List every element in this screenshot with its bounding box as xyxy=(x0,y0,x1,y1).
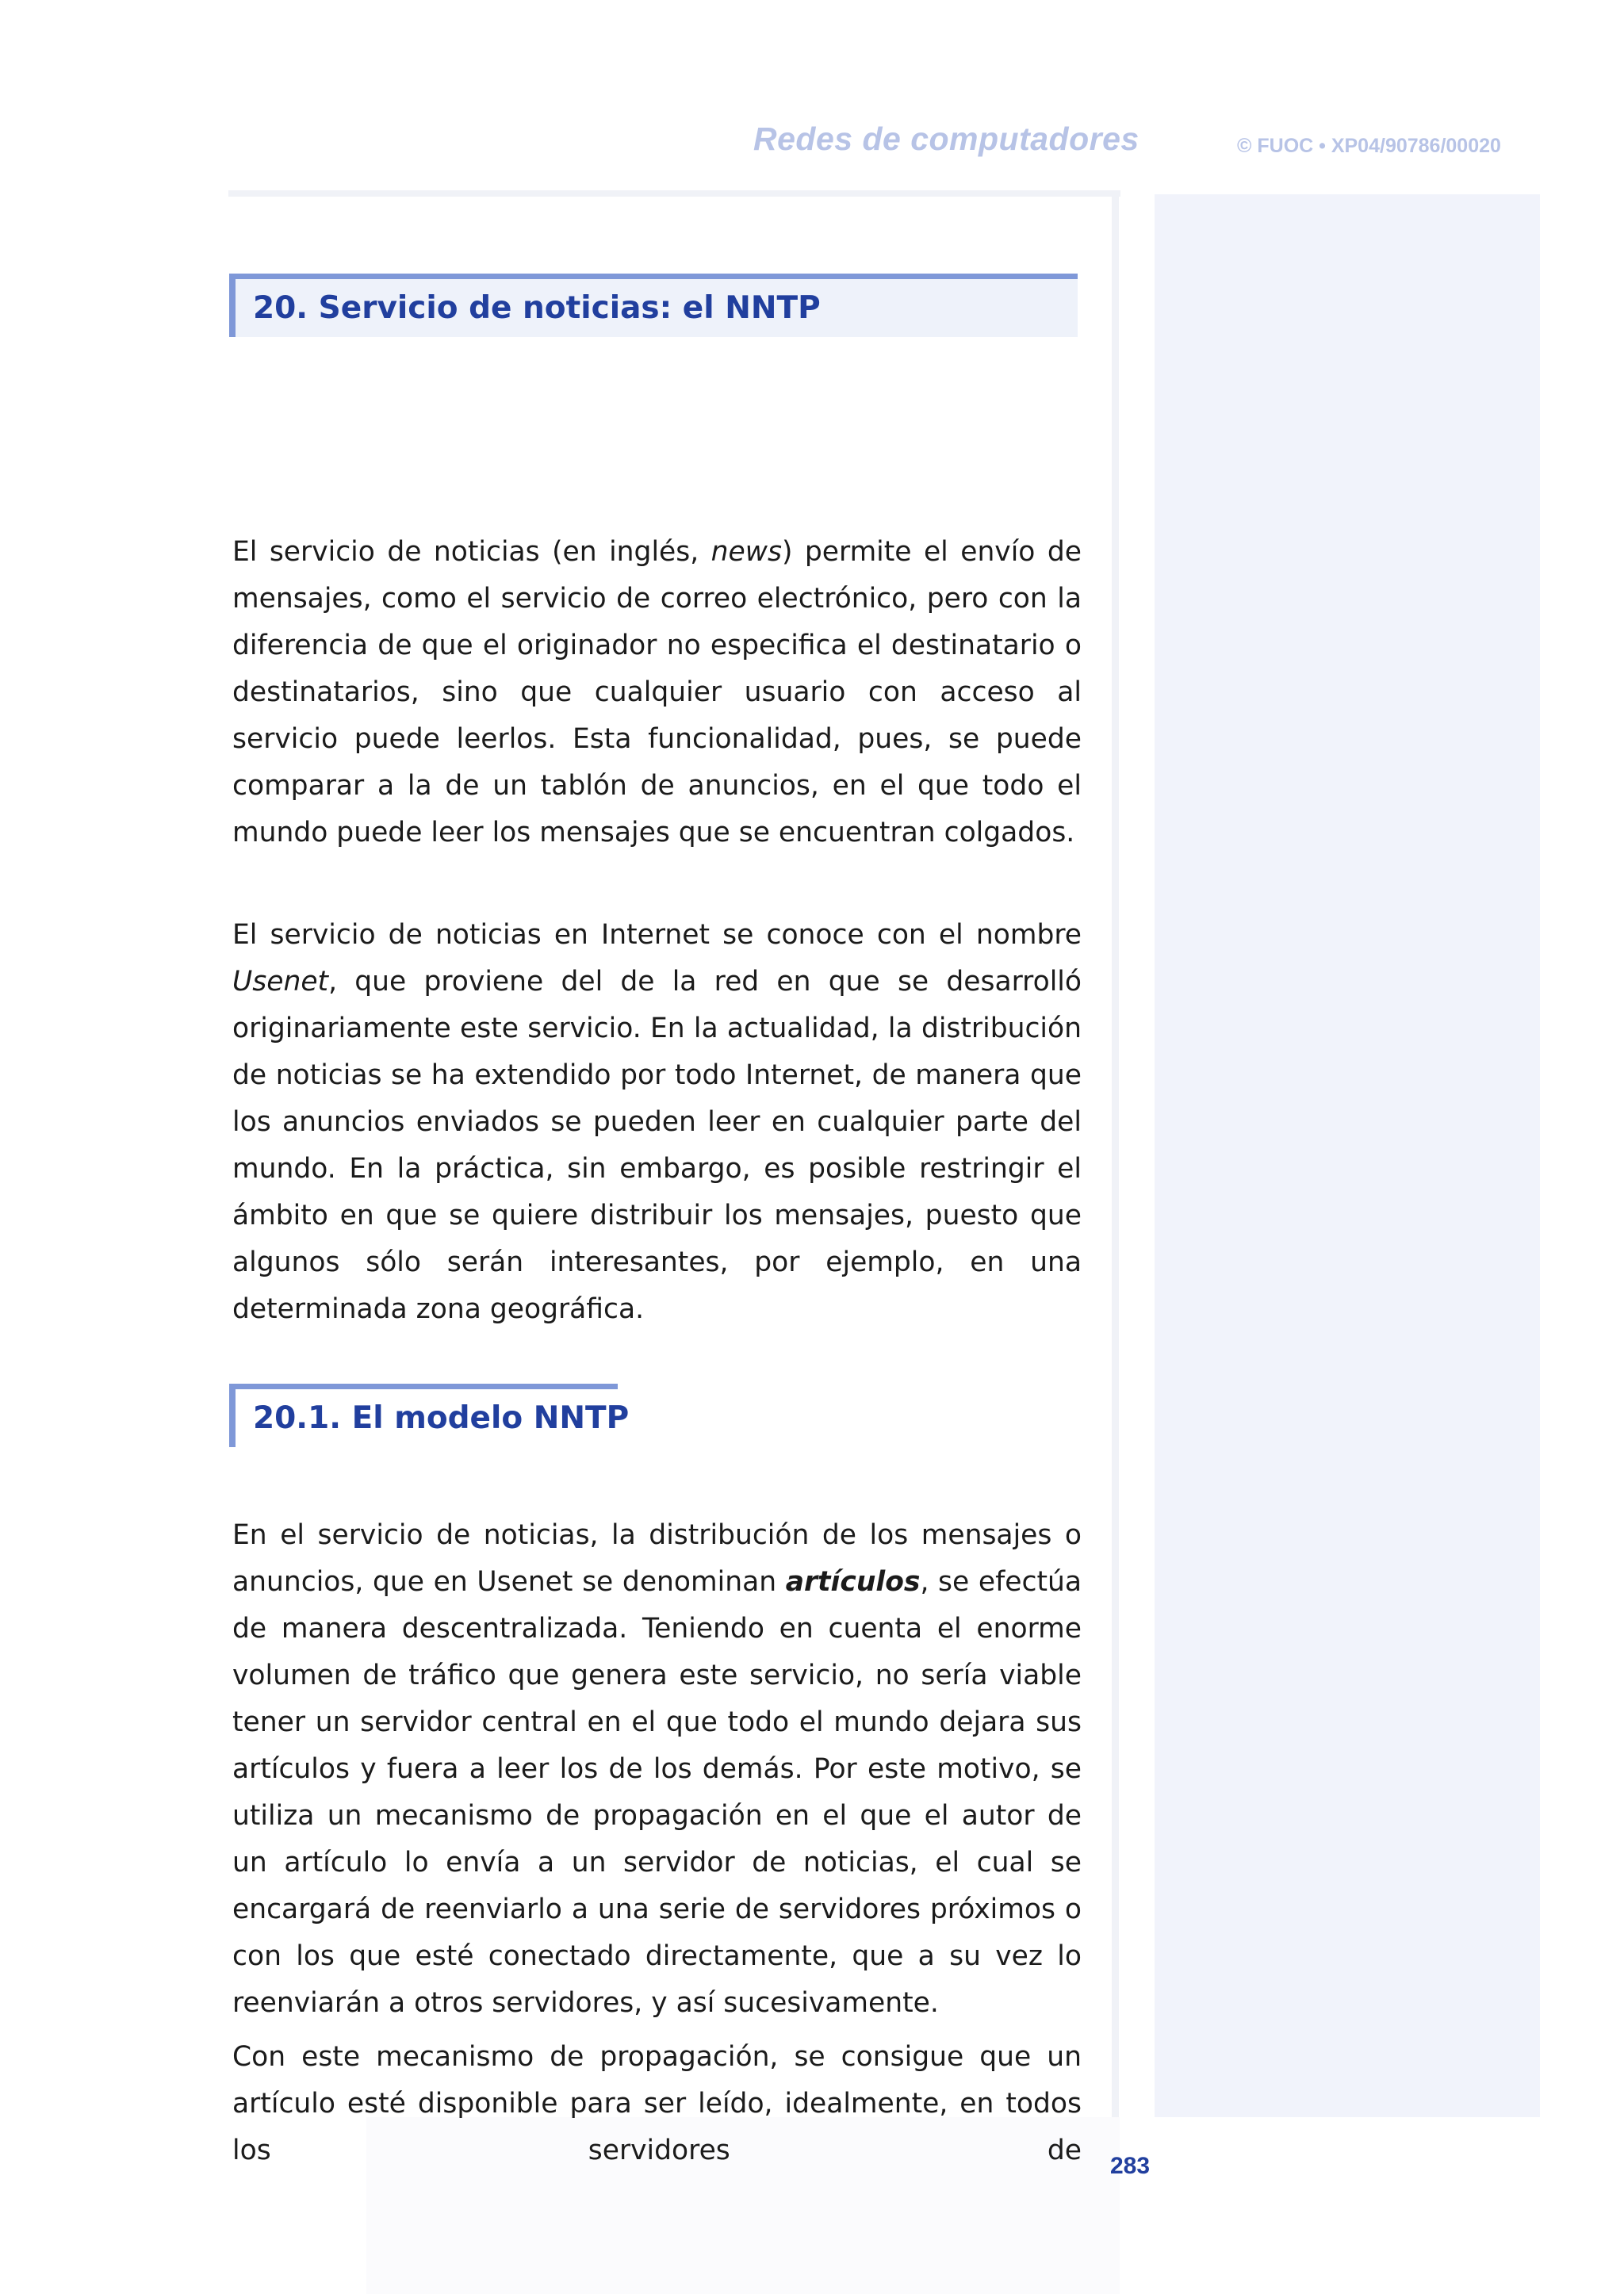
page-number: 283 xyxy=(1110,2153,1151,2179)
column-divider xyxy=(1112,190,1119,2117)
text-run: El servicio de noticias en Internet se conoce con el nombre xyxy=(232,919,1082,951)
section-paragraph-2: Con este mecanismo de propagación, se consigue que un artículo esté disponible para ser leído, idealmente, en todos los servidores de xyxy=(232,2041,1082,2166)
chapter-heading-box xyxy=(229,274,1078,337)
intro-paragraph-1 xyxy=(232,529,1082,856)
text-run: , se efectúa de manera descentralizada. Teniendo en cuenta el enorme volumen de tráfico que genera este servicio, no sería viable tener un servidor central en el que todo el mundo dejara sus artículos y fuera a leer los de los demás. Por este motivo, se utiliza un mecanismo de propagación en el que el autor de un artículo lo envía a un servidor de noticias, el cual se encargará de reenviarlo a una serie de servidores próximos o con los que esté conectado directamente, que a su vez lo reenviarán a otros servidores, y así sucesivamente. xyxy=(232,1566,1082,2019)
section-paragraph-1 xyxy=(232,1512,1082,2027)
term-articulos: artículos xyxy=(785,1566,921,1598)
term-news: news xyxy=(710,536,782,568)
term-usenet: Usenet xyxy=(232,966,329,998)
text-run: , que proviene del de la red en que se desarrolló originariamente este servicio. En la actualidad, la distribución de noticias se ha extendido por todo Internet, de manera que los anuncios enviados se pueden leer en cualquier parte del mundo. En la práctica, sin embargo, es posible restringir el ámbito en que se quiere distribuir los mensajes, puesto que algunos sólo serán interesantes, por ejemplo, en una determinada zona geográfica. xyxy=(232,966,1082,1325)
publisher-code: © FUOC • XP04/90786/00020 xyxy=(1237,135,1501,157)
text-run: El servicio de noticias (en inglés, xyxy=(232,536,711,568)
annotations-sidebar xyxy=(1155,194,1540,2117)
header-rule xyxy=(228,190,1120,197)
intro-paragraph-2 xyxy=(232,912,1082,1333)
section-heading: 20.1. El modelo NNTP xyxy=(253,1400,630,1436)
chapter-heading: 20. Servicio de noticias: el NNTP xyxy=(253,290,821,326)
book-title: Redes de computadores xyxy=(753,121,1139,157)
text-run: En el servicio de noticias, la distribución de los mensajes o anuncios, que en Usenet se denominan xyxy=(232,1519,1082,1598)
section-heading-box xyxy=(229,1384,630,1447)
text-run: ) permite el envío de mensajes, como el servicio de correo electrónico, pero con la diferencia de que el originador no especifica el destinatario o destinatarios, sino que cualquier usuario con acceso al servicio puede leerlos. Esta funcionalidad, pues, se puede comparar a la de un tablón de anuncios, en el que todo el mundo puede leer los mensajes que se encuentran colgados. xyxy=(232,536,1082,848)
annotations-label: ANOTACIONES xyxy=(1547,1647,1617,2117)
